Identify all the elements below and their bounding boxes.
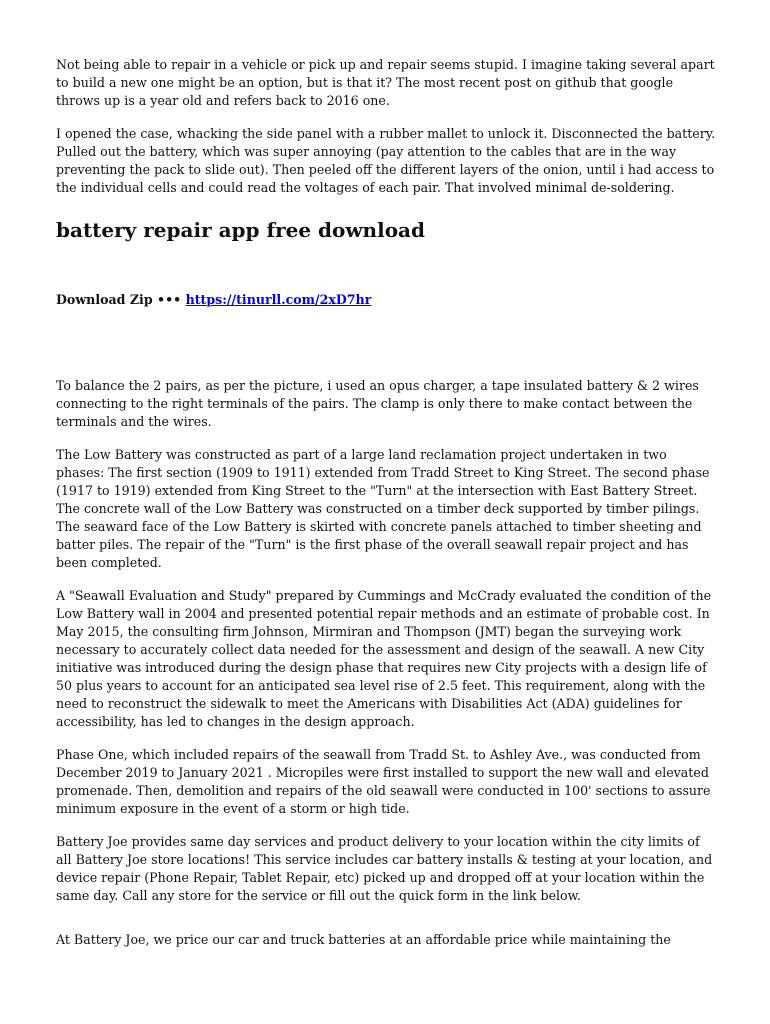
paragraph-intro: Not being able to repair in a vehicle or pick up and repair seems stupid. I imagine taking several apart to build a new one might be an option, but is that it? The most recent post on github that google throws up is a year old and refers back to 2016 one.: [56, 57, 715, 108]
paragraph-opening-case: I opened the case, whacking the side panel with a rubber mallet to unlock it. Disconnected the battery. Pulled out the battery, which was super annoying (pay attention to the cables that are in the way preventing the pack to slide out). Then peeled off the different layers of the onion, until i had access to the individual cells and could read the voltages of each pair. That involved minimal de-soldering.: [56, 126, 716, 195]
page-heading: battery repair app free download: [56, 218, 425, 242]
paragraph-seawall-study: A "Seawall Evaluation and Study" prepared by Cummings and McCrady evaluated the condition of the Low Battery wall in 2004 and presented potential repair methods and an estimate of probable cost. In May 2015, the consulting firm Johnson, Mirmiran and Thompson (JMT) began the surveying work necessary to accurately collect data needed for the assessment and design of the seawall. A new City initiative was introduced during the design phase that requires new City projects with a design life of 50 plus years to account for an anticipated sea level rise of 2.5 feet. This requirement, along with the need to reconstruct the sidewalk to meet the Americans with Disabilities Act (ADA) guidelines for accessibility, has led to changes in the design approach.: [56, 588, 712, 729]
download-link[interactable]: https://tinurll.com/2xD7hr: [185, 292, 372, 307]
paragraph-phase-one: Phase One, which included repairs of the seawall from Tradd St. to Ashley Ave., was conducted from December 2019 to January 2021 . Micropiles were first installed to support the new wall and elevated promenade. Then, demolition and repairs of the old seawall were conducted in 100' sections to assure minimum exposure in the event of a storm or high tide.: [56, 747, 711, 816]
download-line: [56, 291, 718, 309]
download-label: Download Zip •••: [56, 292, 182, 307]
paragraph-low-battery: The Low Battery was constructed as part of a large land reclamation project undertaken in two phases: The first section (1909 to 1911) extended from Tradd Street to King Street. The second phase (1917 to 1919) extended from King Street to the "Turn" at the intersection with East Battery Street. The concrete wall of the Low Battery was constructed on a timber deck supported by timber pilings. The seaward face of the Low Battery is skirted with concrete panels attached to timber sheeting and batter piles. The repair of the "Turn" is the first phase of the overall seawall repair project and has been completed.: [56, 447, 710, 570]
paragraph-battery-joe-pricing: At Battery Joe, we price our car and truck batteries at an affordable price while maintaining the: [56, 932, 671, 947]
paragraph-balance: To balance the 2 pairs, as per the picture, i used an opus charger, a tape insulated battery & 2 wires connecting to the right terminals of the pairs. The clamp is only there to make contact between the terminals and the wires.: [56, 378, 699, 429]
paragraph-battery-joe-services: Battery Joe provides same day services and product delivery to your location within the city limits of all Battery Joe store locations! This service includes car battery installs & testing at your location, and device repair (Phone Repair, Tablet Repair, etc) picked up and dropped off at your location within the same day. Call any store for the service or fill out the quick form in the link below.: [56, 834, 713, 903]
